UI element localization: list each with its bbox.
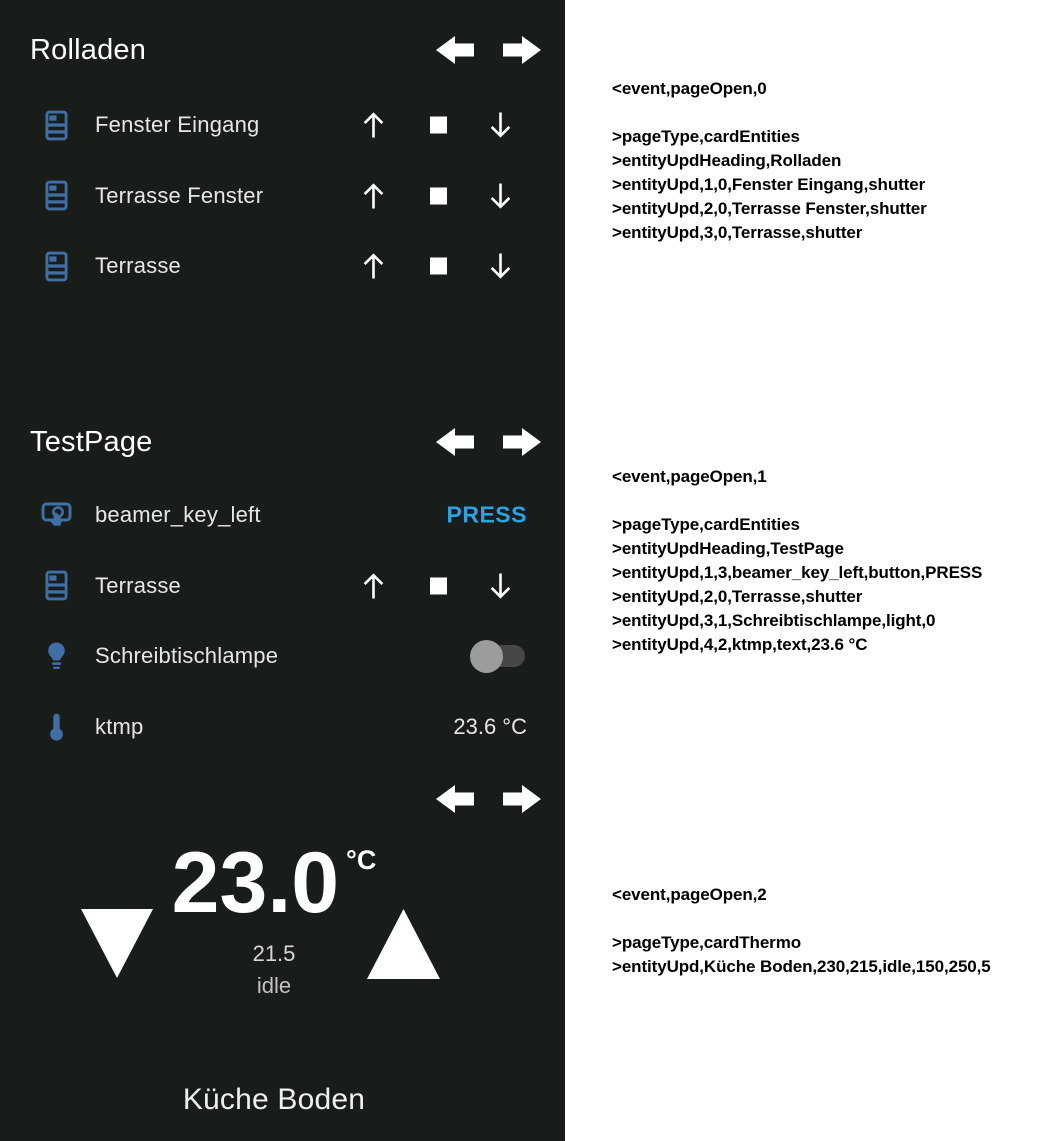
left-block-arrow-icon — [436, 425, 474, 459]
setpoint-temperature: 21.5 — [252, 941, 296, 966]
toggle-knob — [470, 640, 503, 673]
entity-label: beamer_key_left — [95, 502, 261, 528]
press-button[interactable]: PRESS — [446, 501, 527, 528]
entity-row — [0, 551, 565, 622]
nav-next-button[interactable] — [503, 425, 541, 459]
shutter-stop-button[interactable] — [430, 577, 447, 594]
shutter-up-button[interactable] — [361, 181, 386, 210]
entity-label: Schreibtischlampe — [95, 643, 279, 669]
shutter-up-button[interactable] — [361, 111, 386, 140]
shutter-up-button[interactable] — [361, 252, 386, 281]
stop-square-icon — [430, 258, 447, 275]
log-line: >entityUpdHeading,TestPage — [612, 539, 844, 558]
log-line — [612, 101, 927, 125]
entity-label: ktmp — [95, 713, 144, 739]
left-block-arrow-icon — [436, 782, 474, 816]
log-line: >entityUpd,1,0,Fenster Eingang,shutter — [612, 175, 926, 194]
serial-log-block — [612, 883, 991, 979]
shutter-down-button[interactable] — [488, 181, 513, 210]
entity-label: Fenster Eingang — [95, 112, 260, 138]
light-toggle[interactable] — [470, 639, 525, 673]
log-line: >entityUpd,Küche Boden,230,215,idle,150,250,5 — [612, 957, 991, 976]
shutter-stop-button[interactable] — [430, 187, 447, 204]
nav-prev-button[interactable] — [436, 425, 474, 459]
shutter-icon — [41, 178, 72, 214]
entity-row — [0, 161, 565, 232]
entity-row — [0, 621, 565, 692]
card-heading: TestPage — [30, 426, 153, 458]
nav-next-button[interactable] — [503, 782, 541, 816]
stop-square-icon — [430, 187, 447, 204]
card-heading: Rolladen — [30, 34, 147, 66]
entity-label: Terrasse Fenster — [95, 182, 264, 208]
log-line: >entityUpd,4,2,ktmp,text,23.6 °C — [612, 635, 868, 654]
lightbulb-icon — [41, 638, 72, 674]
nav-prev-button[interactable] — [436, 782, 474, 816]
right-block-arrow-icon — [503, 782, 541, 816]
log-line — [612, 489, 982, 513]
shutter-icon — [41, 107, 72, 143]
right-block-arrow-icon — [503, 425, 541, 459]
shutter-down-button[interactable] — [488, 111, 513, 140]
entity-rows — [0, 90, 565, 302]
thermometer-icon — [41, 709, 72, 745]
shutter-icon — [41, 568, 72, 604]
hvac-state: idle — [256, 973, 292, 998]
log-line: <event,pageOpen,2 — [612, 885, 767, 904]
tap-button-icon — [41, 497, 72, 533]
entity-rows — [0, 480, 565, 762]
page-nav — [436, 33, 541, 67]
log-line: >pageType,cardEntities — [612, 127, 800, 146]
log-line: >entityUpd,3,1,Schreibtischlampe,light,0 — [612, 611, 936, 630]
serial-log-block — [612, 465, 982, 657]
log-line: <event,pageOpen,0 — [612, 79, 767, 98]
temperature-unit: °C — [346, 845, 377, 875]
log-line: >entityUpd,2,0,Terrasse Fenster,shutter — [612, 199, 927, 218]
nav-next-button[interactable] — [503, 33, 541, 67]
stop-square-icon — [430, 577, 447, 594]
log-line: >entityUpd,2,0,Terrasse,shutter — [612, 587, 863, 606]
log-line: >pageType,cardEntities — [612, 515, 800, 534]
log-line: >entityUpd,3,0,Terrasse,shutter — [612, 223, 863, 242]
left-block-arrow-icon — [436, 33, 474, 67]
shutter-down-button[interactable] — [488, 252, 513, 281]
log-line: >entityUpd,1,3,beamer_key_left,button,PRESS — [612, 563, 983, 582]
entity-row — [0, 480, 565, 551]
log-line: >pageType,cardThermo — [612, 933, 801, 952]
entity-row — [0, 231, 565, 302]
log-line: >entityUpdHeading,Rolladen — [612, 151, 842, 170]
shutter-stop-button[interactable] — [430, 258, 447, 275]
page-nav — [436, 425, 541, 459]
entity-row — [0, 90, 565, 161]
entity-value: 23.6 °C — [453, 713, 527, 739]
entity-label: Terrasse — [95, 253, 181, 279]
stop-square-icon — [430, 117, 447, 134]
thermostat-title: Küche Boden — [182, 1083, 366, 1116]
serial-log-block — [612, 77, 927, 245]
entity-label: Terrasse — [95, 572, 181, 598]
entity-row — [0, 692, 565, 763]
right-block-arrow-icon — [503, 33, 541, 67]
page-nav — [436, 782, 541, 816]
temperature-value: 23.0 — [171, 835, 340, 931]
log-line — [612, 907, 991, 931]
shutter-icon — [41, 248, 72, 284]
shutter-stop-button[interactable] — [430, 117, 447, 134]
shutter-down-button[interactable] — [488, 571, 513, 600]
shutter-up-button[interactable] — [361, 571, 386, 600]
nav-prev-button[interactable] — [436, 33, 474, 67]
log-line: <event,pageOpen,1 — [612, 467, 767, 486]
